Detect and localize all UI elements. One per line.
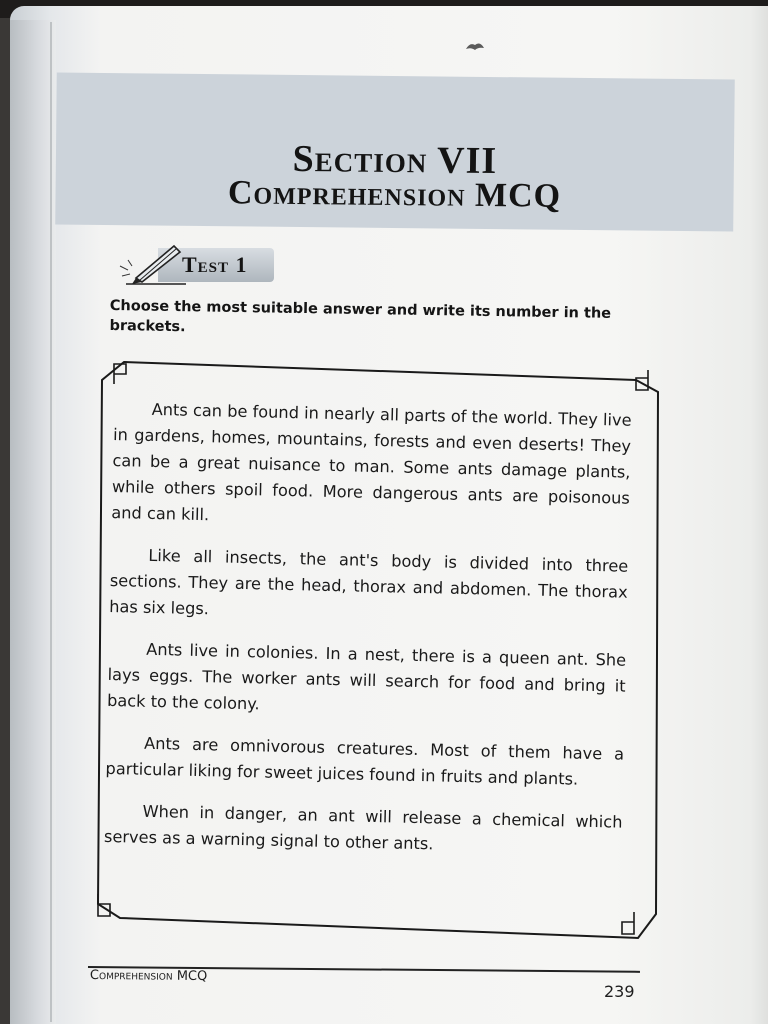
ornament-icon [464, 40, 486, 52]
passage-paragraph: Ants are omnivorous creatures. Most of them have a particular liking for sweet juices found in fruits and plants. [105, 733, 625, 789]
running-title: Comprehension MCQ [89, 968, 208, 985]
page-number: 239 [604, 982, 635, 1001]
passage-paragraph: When in danger, an ant will release a chemical which serves as a warning signal to other ants. [103, 801, 623, 854]
passage-paragraph: Ants can be found in nearly all parts of the world. They live in gardens, homes, mountains, forests and even deserts! They can be a great nuisance to man. Some ants damage plants, while others spoil food. More dangerous ants are poisonous and can kill. [111, 399, 632, 525]
gutter-line [50, 22, 52, 1022]
passage [103, 396, 632, 878]
section-subtitle: Comprehension MCQ [227, 174, 562, 215]
test-label: Test 1 [182, 252, 248, 277]
pencil-icon [118, 240, 188, 286]
section-banner [55, 72, 735, 231]
passage-paragraph: Ants live in colonies. In a nest, there is a queen ant. She lays eggs. The worker ants will search for food and bring it back to the colony. [106, 639, 627, 714]
instruction-text: Choose the most suitable answer and write its number in the brackets. [109, 297, 612, 336]
section-title: Section VII [292, 137, 498, 183]
passage-paragraph: Like all insects, the ant's body is divided into three sections. They are the head, thorax and abdomen. The thorax has six legs. [109, 545, 629, 619]
test-badge [118, 240, 278, 286]
